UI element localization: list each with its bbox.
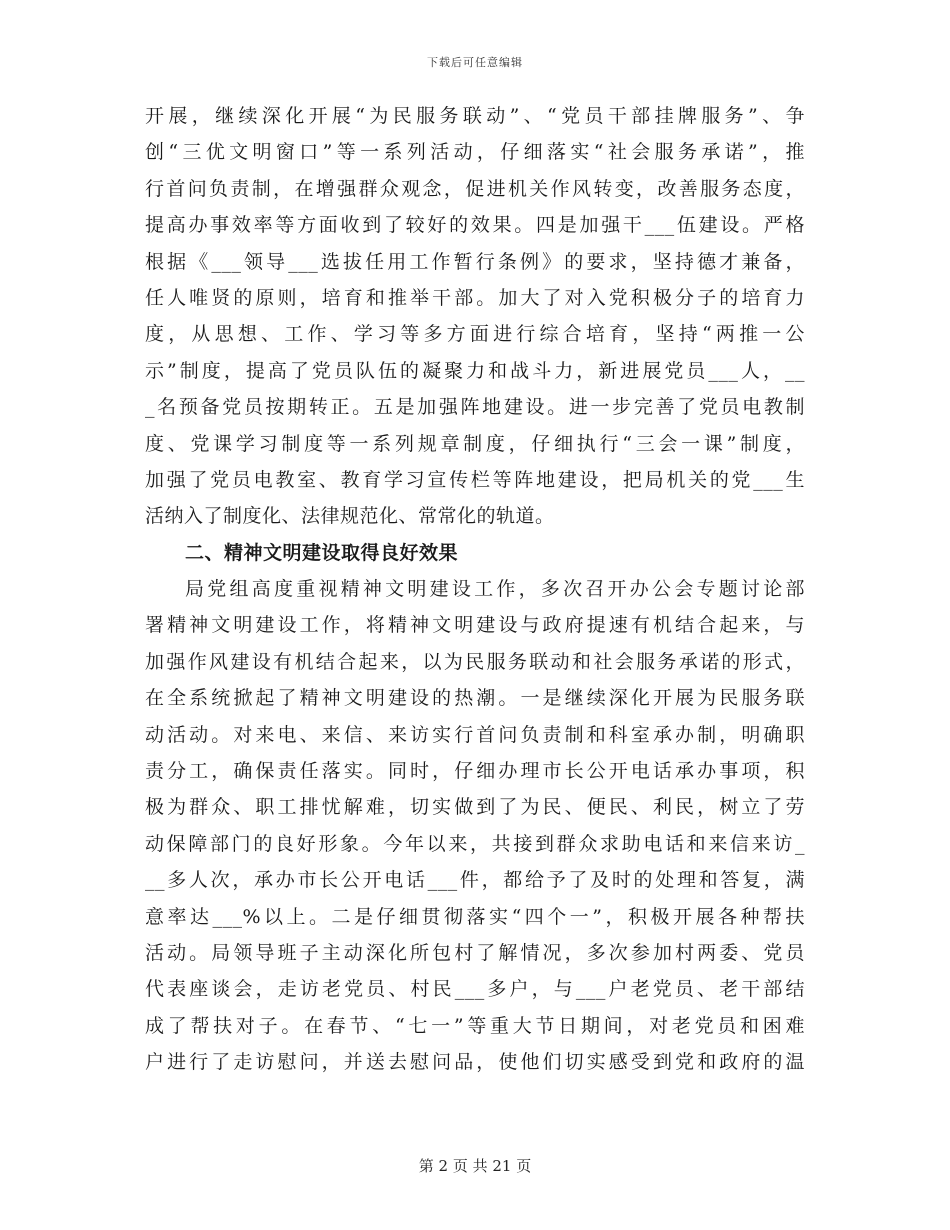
body-line: 加强了党员电教室、教育学习宣传栏等阵地建设，把局机关的党___生 — [145, 468, 805, 491]
body-line: 开展，继续深化开展“为民服务联动”、“党员干部挂牌服务”、争 — [145, 105, 805, 127]
body-line: 动保障部门的良好形象。今年以来，共接到群众求助电话和来信来访_ — [145, 832, 805, 855]
body-line: __多人次，承办市长公开电话___件，都给予了及时的处理和答复，满 — [145, 869, 805, 892]
body-line: 活纳入了制度化、法律规范化、常常化的轨道。 — [145, 505, 555, 528]
body-line: _名预备党员按期转正。五是加强阵地建设。进一步完善了党员电教制 — [145, 396, 805, 419]
body-line: 行首问负责制，在增强群众观念，促进机关作风转变，改善服务态度， — [145, 177, 805, 200]
body-line: 意率达___%以上。二是仔细贯彻落实“四个一”，积极开展各种帮扶 — [145, 905, 805, 928]
body-line: 户进行了走访慰问，并送去慰问品，使他们切实感受到党和政府的温 — [145, 1051, 805, 1074]
body-line: 代表座谈会，走访老党员、村民___多户，与___户老党员、老干部结 — [145, 978, 805, 1001]
header-note: 下载后可任意编辑 — [427, 56, 523, 69]
body-line: 任人唯贤的原则，培育和推举干部。加大了对入党积极分子的培育力 — [145, 286, 805, 309]
body-line: 度、党课学习制度等一系列规章制度，仔细执行“三会一课”制度， — [145, 432, 805, 455]
document-body — [145, 98, 805, 1081]
body-line: 署精神文明建设工作，将精神文明建设与政府提速有机结合起来，与 — [145, 614, 805, 637]
section-heading: 二、精神文明建设取得良好效果 — [185, 541, 459, 564]
body-line: 加强作风建设有机结合起来，以为民服务联动和社会服务承诺的形式， — [145, 650, 805, 673]
body-line: 局党组高度重视精神文明建设工作，多次召开办公会专题讨论部 — [185, 578, 805, 601]
body-line: 提高办事效率等方面收到了较好的效果。四是加强干___伍建设。严格 — [145, 214, 805, 237]
body-line: 责分工，确保责任落实。同时，仔细办理市长公开电话承办事项，积 — [145, 760, 805, 783]
body-line: 度，从思想、工作、学习等多方面进行综合培育，坚持“两推一公 — [145, 323, 805, 346]
body-line: 根据《___领导___选拔任用工作暂行条例》的要求，坚持德才兼备， — [145, 250, 805, 273]
page-number: 第 2 页 共 21 页 — [418, 1157, 532, 1175]
body-line: 在全系统掀起了精神文明建设的热潮。一是继续深化开展为民服务联 — [145, 687, 805, 710]
body-line: 活动。局领导班子主动深化所包村了解情况，多次参加村两委、党员 — [145, 941, 805, 964]
body-line: 极为群众、职工排忧解难，切实做到了为民、便民、利民，树立了劳 — [145, 796, 805, 819]
body-line: 示”制度，提高了党员队伍的凝聚力和战斗力，新进展党员___人，__ — [145, 359, 805, 382]
body-line: 成了帮扶对子。在春节、“七一”等重大节日期间，对老党员和困难 — [145, 1014, 805, 1037]
body-line: 创“三优文明窗口”等一系列活动，仔细落实“社会服务承诺”，推 — [145, 141, 805, 164]
body-line: 动活动。对来电、来信、来访实行首问负责制和科室承办制，明确职 — [145, 723, 805, 746]
